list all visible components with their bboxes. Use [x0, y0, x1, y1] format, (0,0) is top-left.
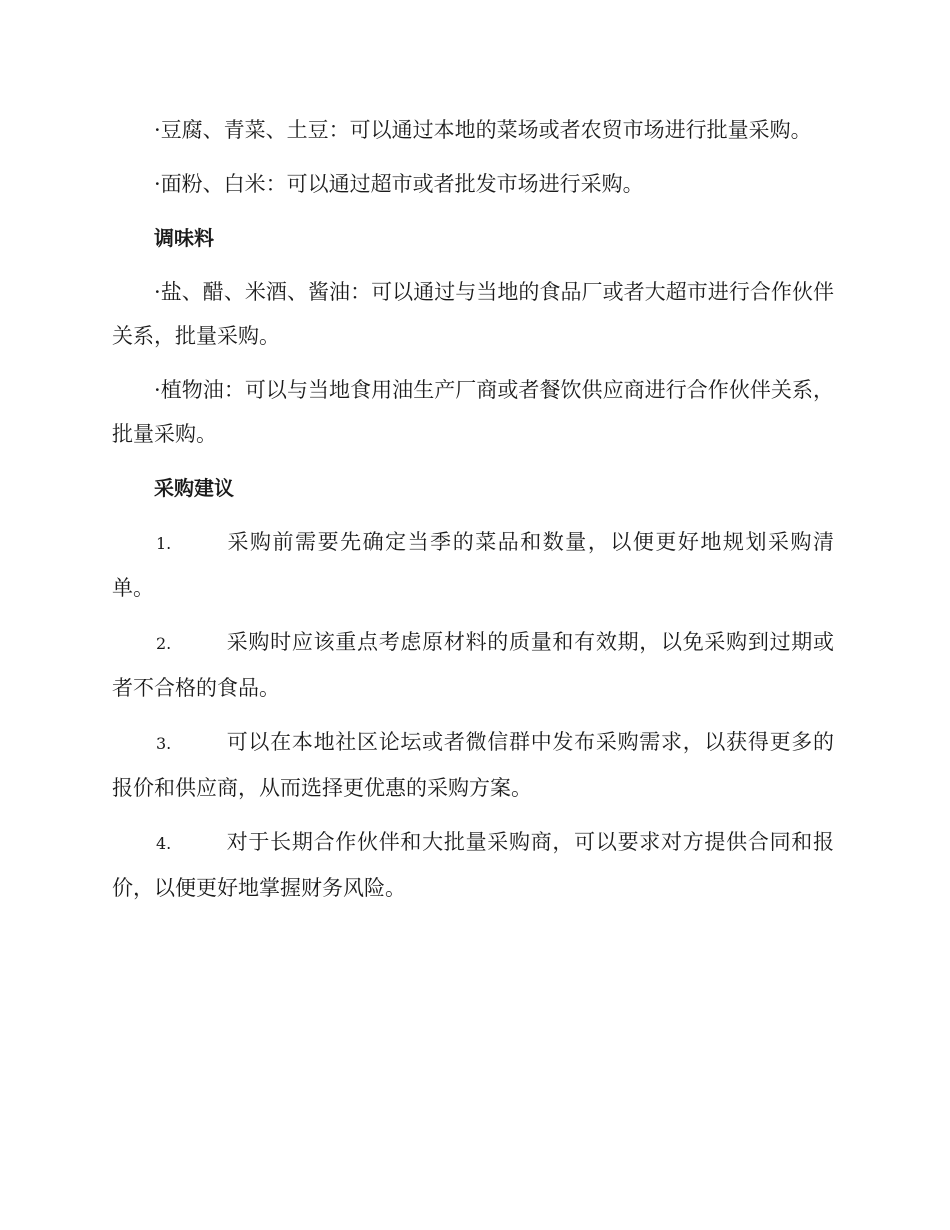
section-heading-seasoning: 调味料	[154, 226, 214, 250]
item-text: 可以在本地社区论坛或者微信群中发布采购需求，以获得更多的报价和供应商，从而选择更优惠的采购方案。	[112, 730, 834, 800]
item-number: 4.	[156, 834, 172, 853]
numbered-item	[112, 620, 834, 710]
bullet-text: 盐、醋、米酒、酱油：可以通过与当地的食品厂或者大超市进行合作伙伴关系，批量采购。	[112, 280, 834, 348]
bullet-mark: ·	[154, 118, 161, 142]
bullet-text: 面粉、白米：可以通过超市或者批发市场进行采购。	[160, 172, 644, 196]
section-heading-advice: 采购建议	[154, 476, 234, 500]
item-number: 2.	[156, 634, 172, 653]
item-number: 3.	[156, 734, 172, 753]
bullet-mark: ·	[154, 378, 161, 402]
bullet-item	[112, 108, 834, 152]
item-text: 采购时应该重点考虑原材料的质量和有效期，以免采购到过期或者不合格的食品。	[112, 630, 834, 700]
bullet-mark: ·	[154, 280, 161, 304]
bullet-text: 植物油：可以与当地食用油生产厂商或者餐饮供应商进行合作伙伴关系，批量采购。	[112, 378, 834, 446]
document-body	[112, 108, 834, 920]
bullet-item	[112, 368, 834, 456]
numbered-item	[112, 520, 834, 610]
bullet-mark: ·	[154, 172, 161, 196]
bullet-text: 豆腐、青菜、土豆：可以通过本地的菜场或者农贸市场进行批量采购。	[160, 118, 812, 142]
bullet-item	[112, 162, 834, 206]
bullet-item	[112, 270, 834, 358]
item-text: 对于长期合作伙伴和大批量采购商，可以要求对方提供合同和报价，以便更好地掌握财务风险。	[112, 830, 834, 900]
item-number: 1.	[156, 534, 172, 553]
item-text: 采购前需要先确定当季的菜品和数量，以便更好地规划采购清单。	[112, 530, 834, 600]
numbered-item	[112, 720, 834, 810]
numbered-item	[112, 820, 834, 910]
